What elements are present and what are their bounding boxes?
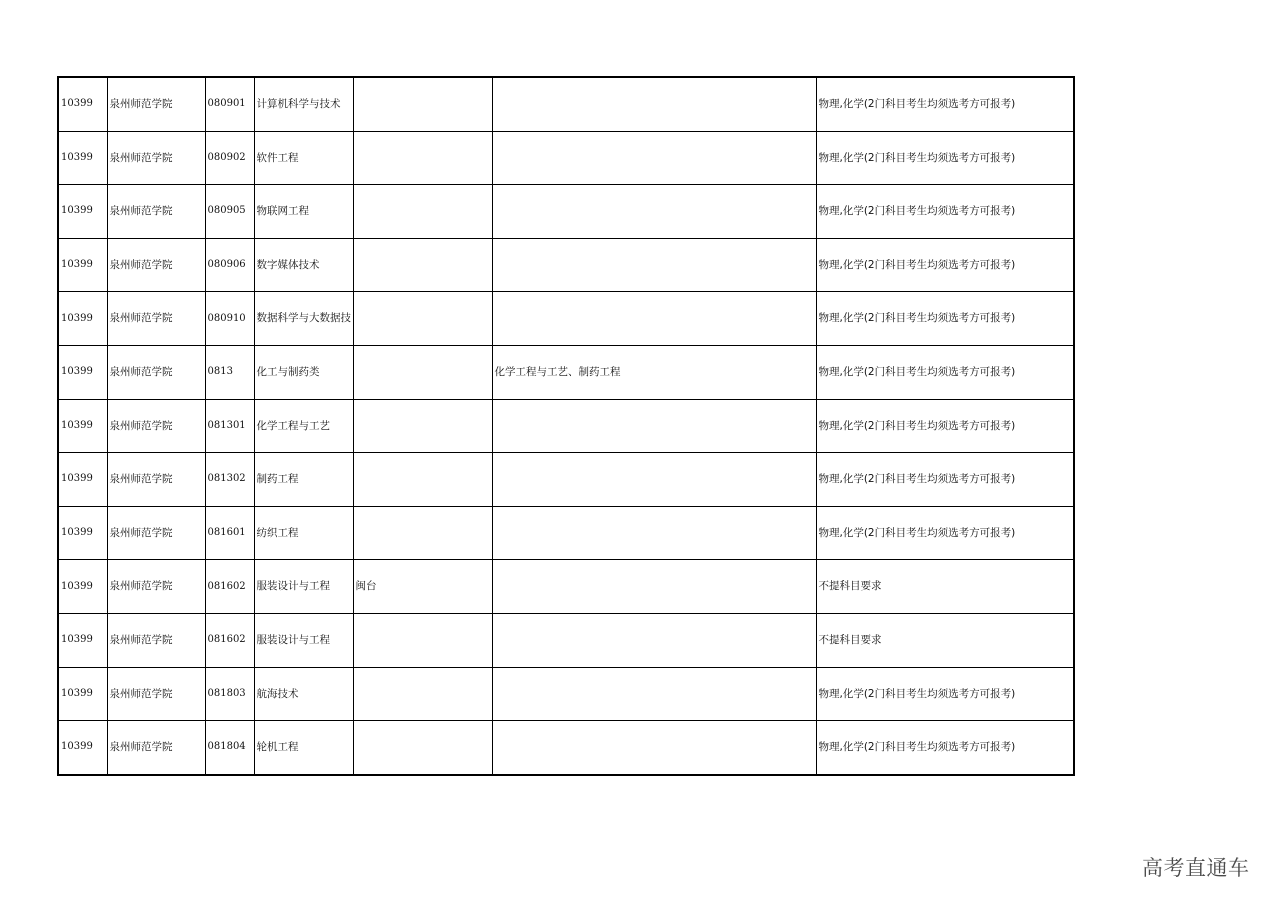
included-majors-cell xyxy=(492,77,816,131)
included-majors-cell xyxy=(492,721,816,775)
subject-requirement-cell: 物理,化学(2门科目考生均须选考方可报考) xyxy=(816,506,1074,560)
subject-requirement-cell: 物理,化学(2门科目考生均须选考方可报考) xyxy=(816,345,1074,399)
subject-requirement-cell: 物理,化学(2门科目考生均须选考方可报考) xyxy=(816,721,1074,775)
note-cell xyxy=(353,667,492,721)
school-name-cell: 泉州师范学院 xyxy=(107,131,205,185)
note-cell xyxy=(353,399,492,453)
school-name-cell: 泉州师范学院 xyxy=(107,77,205,131)
school-code-cell: 10399 xyxy=(58,399,107,453)
major-name-cell: 航海技术 xyxy=(254,667,353,721)
included-majors-cell xyxy=(492,185,816,239)
table-row xyxy=(58,77,1074,131)
subject-requirement-cell: 物理,化学(2门科目考生均须选考方可报考) xyxy=(816,292,1074,346)
table-body xyxy=(58,77,1074,775)
school-name-cell: 泉州师范学院 xyxy=(107,399,205,453)
table-row xyxy=(58,131,1074,185)
school-name-cell: 泉州师范学院 xyxy=(107,506,205,560)
included-majors-cell: 化学工程与工艺、制药工程 xyxy=(492,345,816,399)
included-majors-cell xyxy=(492,560,816,614)
major-name-cell: 服装设计与工程 xyxy=(254,613,353,667)
subject-requirement-cell: 物理,化学(2门科目考生均须选考方可报考) xyxy=(816,453,1074,507)
school-name-cell: 泉州师范学院 xyxy=(107,560,205,614)
included-majors-cell xyxy=(492,238,816,292)
table-row xyxy=(58,453,1074,507)
major-code-cell: 081302 xyxy=(205,453,254,507)
school-code-cell: 10399 xyxy=(58,292,107,346)
table-row xyxy=(58,506,1074,560)
school-name-cell: 泉州师范学院 xyxy=(107,453,205,507)
included-majors-cell xyxy=(492,292,816,346)
school-code-cell: 10399 xyxy=(58,185,107,239)
major-code-cell: 080906 xyxy=(205,238,254,292)
major-name-cell: 物联网工程 xyxy=(254,185,353,239)
table-row xyxy=(58,399,1074,453)
major-code-cell: 081602 xyxy=(205,560,254,614)
note-cell xyxy=(353,345,492,399)
subject-requirement-cell: 不提科目要求 xyxy=(816,613,1074,667)
major-name-cell: 数据科学与大数据技 xyxy=(254,292,353,346)
school-code-cell: 10399 xyxy=(58,453,107,507)
included-majors-cell xyxy=(492,131,816,185)
school-name-cell: 泉州师范学院 xyxy=(107,345,205,399)
major-code-cell: 080910 xyxy=(205,292,254,346)
major-code-cell: 081301 xyxy=(205,399,254,453)
table-row xyxy=(58,185,1074,239)
school-name-cell: 泉州师范学院 xyxy=(107,721,205,775)
subject-requirement-cell: 物理,化学(2门科目考生均须选考方可报考) xyxy=(816,131,1074,185)
school-code-cell: 10399 xyxy=(58,560,107,614)
school-code-cell: 10399 xyxy=(58,667,107,721)
subject-requirement-cell: 物理,化学(2门科目考生均须选考方可报考) xyxy=(816,185,1074,239)
table-row xyxy=(58,345,1074,399)
major-name-cell: 制药工程 xyxy=(254,453,353,507)
table-row xyxy=(58,560,1074,614)
school-code-cell: 10399 xyxy=(58,613,107,667)
requirements-table xyxy=(57,76,1075,776)
school-code-cell: 10399 xyxy=(58,131,107,185)
major-code-cell: 081803 xyxy=(205,667,254,721)
major-name-cell: 轮机工程 xyxy=(254,721,353,775)
major-code-cell: 081804 xyxy=(205,721,254,775)
subject-requirement-cell: 物理,化学(2门科目考生均须选考方可报考) xyxy=(816,667,1074,721)
major-code-cell: 080902 xyxy=(205,131,254,185)
note-cell xyxy=(353,131,492,185)
major-name-cell: 软件工程 xyxy=(254,131,353,185)
major-name-cell: 服装设计与工程 xyxy=(254,560,353,614)
subject-requirement-cell: 物理,化学(2门科目考生均须选考方可报考) xyxy=(816,399,1074,453)
note-cell xyxy=(353,292,492,346)
table-row xyxy=(58,613,1074,667)
major-code-cell: 080901 xyxy=(205,77,254,131)
included-majors-cell xyxy=(492,399,816,453)
school-code-cell: 10399 xyxy=(58,721,107,775)
major-code-cell: 0813 xyxy=(205,345,254,399)
major-name-cell: 纺织工程 xyxy=(254,506,353,560)
school-name-cell: 泉州师范学院 xyxy=(107,667,205,721)
note-cell xyxy=(353,238,492,292)
subject-requirement-cell: 不提科目要求 xyxy=(816,560,1074,614)
table-row xyxy=(58,292,1074,346)
note-cell xyxy=(353,613,492,667)
table-row xyxy=(58,238,1074,292)
school-code-cell: 10399 xyxy=(58,77,107,131)
school-name-cell: 泉州师范学院 xyxy=(107,185,205,239)
major-code-cell: 080905 xyxy=(205,185,254,239)
note-cell xyxy=(353,721,492,775)
table-row xyxy=(58,721,1074,775)
major-name-cell: 数字媒体技术 xyxy=(254,238,353,292)
major-name-cell: 化工与制药类 xyxy=(254,345,353,399)
included-majors-cell xyxy=(492,453,816,507)
note-cell xyxy=(353,77,492,131)
note-cell xyxy=(353,506,492,560)
subject-requirement-cell: 物理,化学(2门科目考生均须选考方可报考) xyxy=(816,77,1074,131)
note-cell xyxy=(353,185,492,239)
school-name-cell: 泉州师范学院 xyxy=(107,292,205,346)
note-cell xyxy=(353,453,492,507)
school-code-cell: 10399 xyxy=(58,506,107,560)
major-name-cell: 计算机科学与技术 xyxy=(254,77,353,131)
school-code-cell: 10399 xyxy=(58,345,107,399)
school-name-cell: 泉州师范学院 xyxy=(107,238,205,292)
included-majors-cell xyxy=(492,506,816,560)
note-cell: 闽台 xyxy=(353,560,492,614)
included-majors-cell xyxy=(492,667,816,721)
major-code-cell: 081602 xyxy=(205,613,254,667)
included-majors-cell xyxy=(492,613,816,667)
major-name-cell: 化学工程与工艺 xyxy=(254,399,353,453)
subject-requirement-cell: 物理,化学(2门科目考生均须选考方可报考) xyxy=(816,238,1074,292)
school-name-cell: 泉州师范学院 xyxy=(107,613,205,667)
major-code-cell: 081601 xyxy=(205,506,254,560)
school-code-cell: 10399 xyxy=(58,238,107,292)
watermark-logo: 高考直通车 xyxy=(1142,856,1250,880)
table-row xyxy=(58,667,1074,721)
